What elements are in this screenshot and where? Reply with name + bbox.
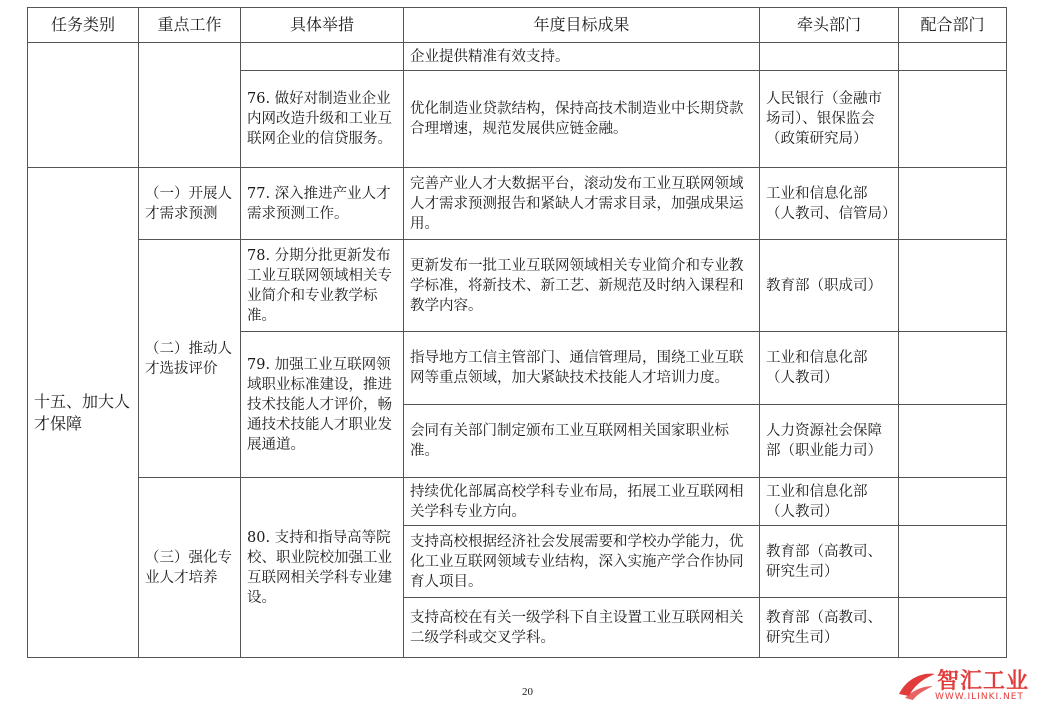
table-header-row: [28, 8, 1007, 43]
lead-cell: 人民银行（金融市场司）、银保监会（政策研究局）: [760, 71, 899, 168]
lead-cell: 教育部（高教司、研究生司）: [760, 526, 899, 598]
category-cell-continued: [28, 43, 139, 168]
table-row: [28, 43, 1007, 71]
header-specific-measures: 具体举措: [241, 8, 404, 43]
category-cell: 十五、加大人才保障: [28, 168, 139, 658]
target-cell: 完善产业人才大数据平台，滚动发布工业互联网领域人才需求预测报告和紧缺人才需求目录，加强成果运用。: [404, 168, 760, 240]
target-cell: 支持高校根据经济社会发展需要和学校办学能力，优化工业互联网领域专业结构，深入实施产学合作协同育人项目。: [404, 526, 760, 598]
watermark: [897, 664, 1047, 706]
table-row: [28, 168, 1007, 240]
lead-cell: 人力资源社会保障部（职业能力司）: [760, 405, 899, 478]
measure-cell: 80. 支持和指导高等院校、职业院校加强工业互联网相关学科专业建设。: [241, 478, 404, 658]
lead-cell: 工业和信息化部（人教司、信管局）: [760, 168, 899, 240]
lead-cell: 工业和信息化部（人教司）: [760, 332, 899, 405]
coop-cell: [899, 405, 1007, 478]
coop-cell: [899, 43, 1007, 71]
coop-cell: [899, 71, 1007, 168]
lead-cell: 教育部（高教司、研究生司）: [760, 598, 899, 658]
watermark-url: WWW.ILINKI.NET: [935, 692, 1024, 702]
coop-cell: [899, 598, 1007, 658]
lead-cell: [760, 43, 899, 71]
coop-cell: [899, 240, 1007, 332]
brand-logo-icon: [897, 668, 937, 702]
header-annual-target: 年度目标成果: [404, 8, 760, 43]
work-cell: （二）推动人才选拔评价: [139, 240, 241, 478]
header-key-work: 重点工作: [139, 8, 241, 43]
target-cell: 支持高校在有关一级学科下自主设置工业互联网相关二级学科或交叉学科。: [404, 598, 760, 658]
measure-cell: 79. 加强工业互联网领域职业标准建设，推进技术技能人才评价，畅通技术技能人才职业发展通道。: [241, 332, 404, 478]
table-row: [28, 478, 1007, 526]
coop-cell: [899, 526, 1007, 598]
header-cooperating-department: 配合部门: [899, 8, 1007, 43]
target-cell: 企业提供精准有效支持。: [404, 43, 760, 71]
lead-cell: 工业和信息化部（人教司）: [760, 478, 899, 526]
target-cell: 会同有关部门制定颁布工业互联网相关国家职业标准。: [404, 405, 760, 478]
work-cell-continued: [139, 43, 241, 168]
task-table: [27, 7, 1007, 658]
lead-cell: 教育部（职成司）: [760, 240, 899, 332]
watermark-brand: 智汇工业: [937, 669, 1030, 694]
work-cell: （一）开展人才需求预测: [139, 168, 241, 240]
coop-cell: [899, 168, 1007, 240]
coop-cell: [899, 332, 1007, 405]
table-row: [28, 240, 1007, 332]
measure-cell: 77. 深入推进产业人才需求预测工作。: [241, 168, 404, 240]
target-cell: 指导地方工信主管部门、通信管理局，围绕工业互联网等重点领域，加大紧缺技术技能人才培训力度。: [404, 332, 760, 405]
measure-cell: 78. 分期分批更新发布工业互联网领域相关专业简介和专业教学标准。: [241, 240, 404, 332]
coop-cell: [899, 478, 1007, 526]
target-cell: 优化制造业贷款结构，保持高技术制造业中长期贷款合理增速，规范发展供应链金融。: [404, 71, 760, 168]
target-cell: 更新发布一批工业互联网领域相关专业简介和专业教学标准，将新技术、新工艺、新规范及时纳入课程和教学内容。: [404, 240, 760, 332]
page-number: 20: [522, 686, 533, 698]
target-cell: 持续优化部属高校学科专业布局，拓展工业互联网相关学科专业方向。: [404, 478, 760, 526]
measure-cell: 76. 做好对制造业企业内网改造升级和工业互联网企业的信贷服务。: [241, 71, 404, 168]
measure-cell: [241, 43, 404, 71]
work-cell: （三）强化专业人才培养: [139, 478, 241, 658]
header-lead-department: 牵头部门: [760, 8, 899, 43]
header-task-category: 任务类别: [28, 8, 139, 43]
